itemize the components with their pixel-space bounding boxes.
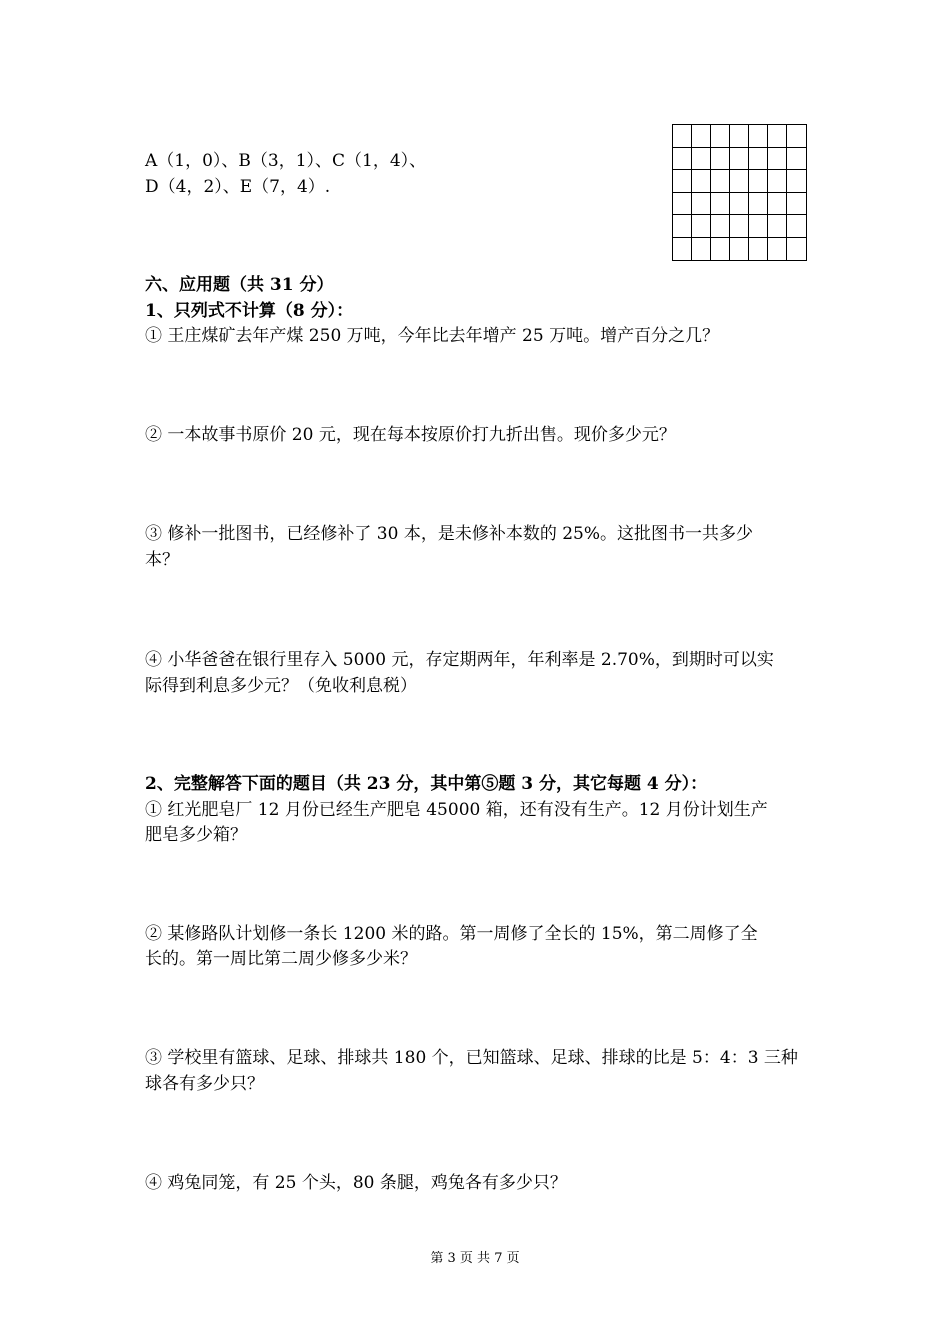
part-1-question-1: ① 王庄煤矿去年产煤 250 万吨，今年比去年增产 25 万吨。增产百分之几？ bbox=[145, 326, 720, 346]
page-footer: 第 3 页 共 7 页 bbox=[430, 1251, 520, 1266]
points-line-2: D（4，2）、E（7，4）. bbox=[145, 177, 331, 197]
part-2-question-1-line-2: 肥皂多少箱？ bbox=[145, 825, 247, 845]
part-2-question-2-line-1: ② 某修路队计划修一条长 1200 米的路。第一周修了全长的 15%，第二周修了全 bbox=[145, 924, 758, 944]
part-1-question-3-line-1: ③ 修补一批图书，已经修补了 30 本，是未修补本数的 25%。这批图书一共多少 bbox=[145, 524, 754, 544]
part-2-question-2-line-2: 长的。第一周比第二周少修多少米？ bbox=[145, 949, 417, 969]
points-line-1: A（1，0）、B（3，1）、C（1，4）、 bbox=[145, 151, 427, 171]
part-2-heading: 2、完整解答下面的题目（共 23 分，其中第⑤题 3 分，其它每题 4 分）： bbox=[145, 774, 708, 794]
coordinate-grid bbox=[672, 124, 807, 261]
part-1-question-3-line-2: 本？ bbox=[145, 550, 179, 570]
part-1-question-4-line-1: ④ 小华爸爸在银行里存入 5000 元，存定期两年，年利率是 2.70%，到期时可以实 bbox=[145, 650, 774, 670]
section-6-title: 六、应用题（共 31 分） bbox=[145, 275, 334, 295]
part-1-question-4-line-2: 际得到利息多少元？（免收利息税） bbox=[145, 676, 417, 696]
part-1-question-2: ② 一本故事书原价 20 元，现在每本按原价打九折出售。现价多少元？ bbox=[145, 425, 676, 445]
part-2-question-1-line-1: ① 红光肥皂厂 12 月份已经生产肥皂 45000 箱，还有没有生产。12 月份计划生产 bbox=[145, 800, 768, 820]
part-2-question-4: ④ 鸡兔同笼，有 25 个头，80 条腿，鸡兔各有多少只？ bbox=[145, 1173, 567, 1193]
part-1-heading: 1、只列式不计算（8 分）： bbox=[145, 301, 354, 321]
part-2-question-3-line-1: ③ 学校里有篮球、足球、排球共 180 个，已知篮球、足球、排球的比是 5：4：3 三种 bbox=[145, 1048, 798, 1068]
part-2-question-3-line-2: 球各有多少只？ bbox=[145, 1074, 264, 1094]
